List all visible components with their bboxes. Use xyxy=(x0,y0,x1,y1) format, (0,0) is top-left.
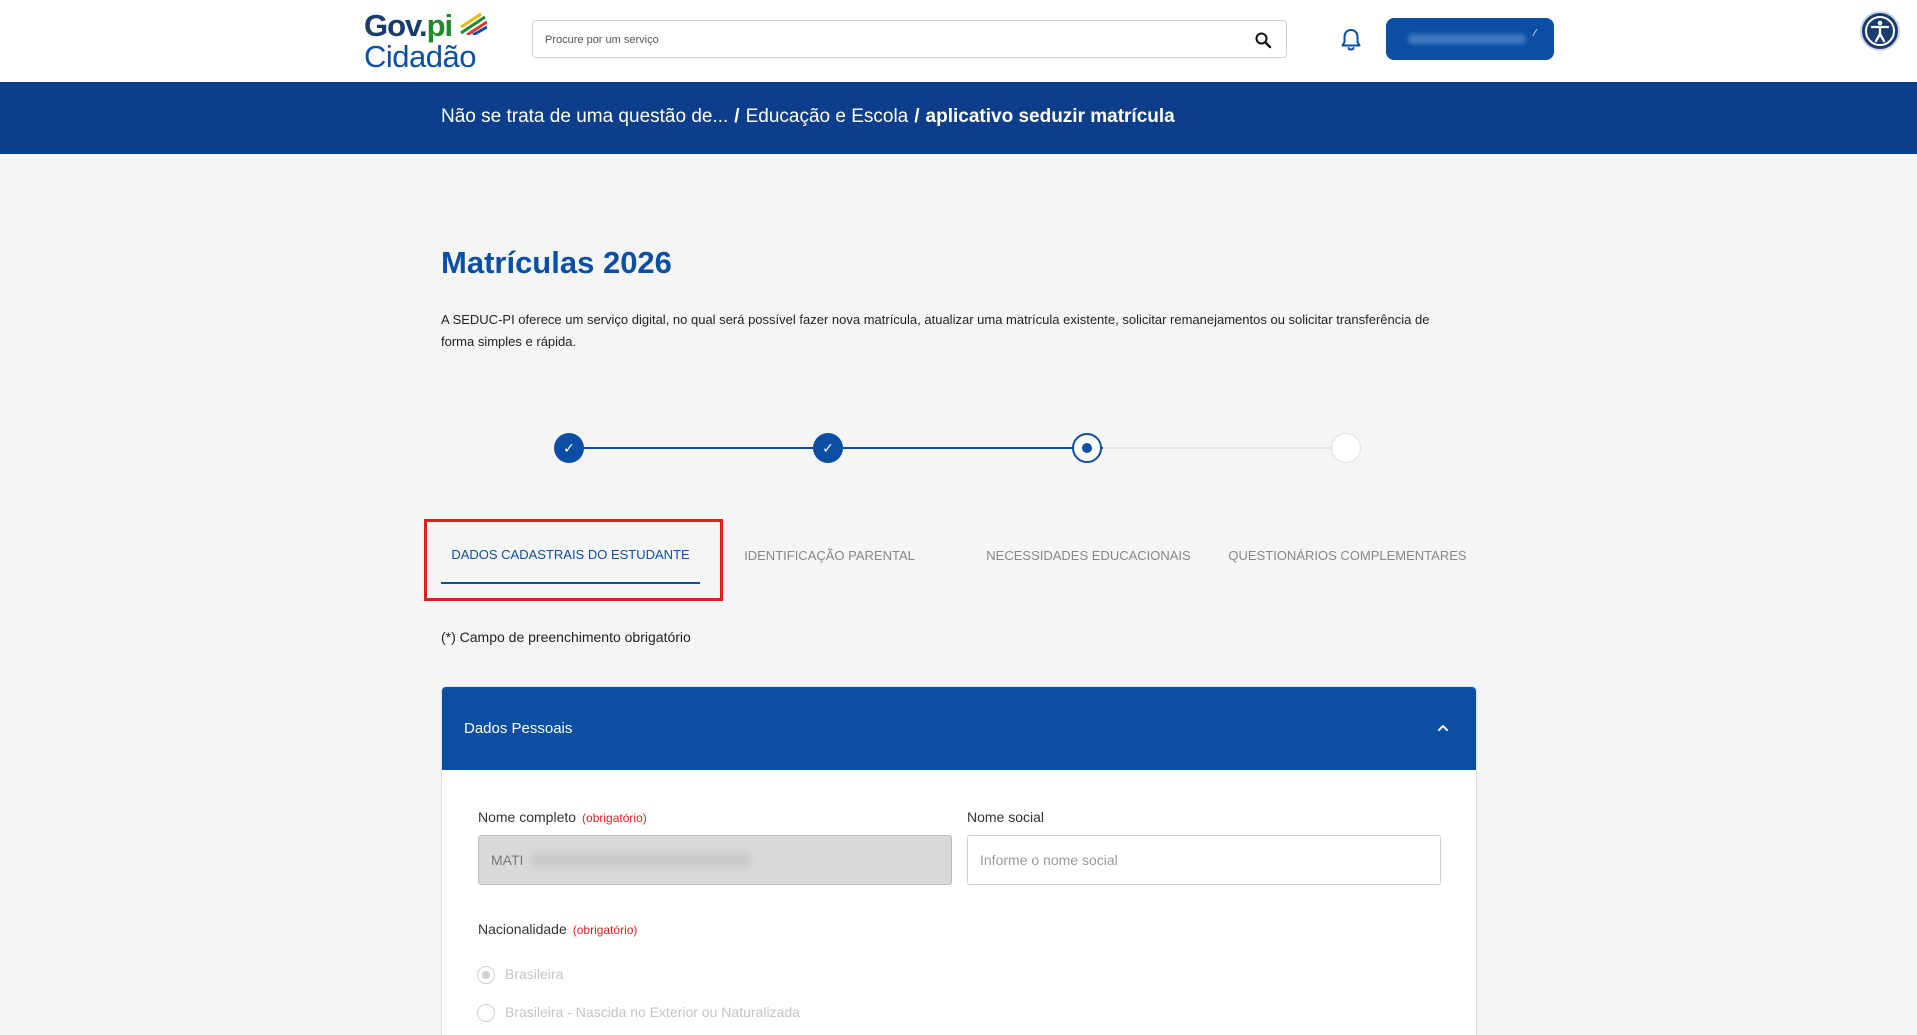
tab-dados-cadastrais[interactable]: DADOS CADASTRAIS DO ESTUDANTE xyxy=(441,528,700,584)
radio-button-checked[interactable] xyxy=(477,966,495,984)
tab-identificacao-parental[interactable]: IDENTIFICAÇÃO PARENTAL xyxy=(744,548,915,563)
full-name-field[interactable] xyxy=(478,835,952,885)
nationality-label: Nacionalidade (obrigatório) xyxy=(478,921,638,937)
logo-text-pi: pi xyxy=(426,8,453,43)
breadcrumb-item-2[interactable]: Educação e Escola xyxy=(745,106,909,127)
chevron-icon: ⁄ xyxy=(1534,28,1536,39)
gov-pi-logo[interactable] xyxy=(364,8,494,72)
full-name-label: Nome completo (obrigatório) xyxy=(478,809,647,825)
step-2-check-icon[interactable]: ✓ xyxy=(813,433,843,463)
highlight-box xyxy=(424,519,723,601)
breadcrumb-item-1[interactable]: Não se trata de uma questão de... xyxy=(441,106,729,127)
required-tag: (obrigatório) xyxy=(572,923,638,937)
breadcrumb-current: aplicativo seduzir matrícula xyxy=(925,106,1175,127)
radio-label: Brasileira - Nascida no Exterior ou Naturalizada xyxy=(505,1004,800,1020)
page-title: Matrículas 2026 xyxy=(441,245,672,280)
search-box xyxy=(532,20,1287,58)
search-icon[interactable] xyxy=(1254,31,1272,49)
user-menu-button[interactable] xyxy=(1386,18,1554,60)
section-title: Dados Pessoais xyxy=(464,720,573,737)
social-name-label: Nome social xyxy=(967,809,1045,825)
stepper-line-pending xyxy=(1103,447,1348,449)
user-name-redacted xyxy=(1408,34,1526,44)
breadcrumb-separator: / xyxy=(914,106,920,127)
search-input[interactable] xyxy=(545,27,1235,53)
breadcrumb xyxy=(441,106,1175,128)
nationality-option-brasileira[interactable] xyxy=(477,965,1077,987)
radio-button[interactable] xyxy=(477,1004,495,1022)
social-name-field xyxy=(967,835,1441,885)
top-header xyxy=(0,0,1917,82)
required-tag: (obrigatório) xyxy=(582,811,647,825)
breadcrumb-bar xyxy=(0,82,1917,154)
bell-icon[interactable] xyxy=(1339,27,1363,53)
progress-stepper xyxy=(554,433,1362,463)
logo-text-gov: Gov. xyxy=(364,8,427,43)
radio-label: Brasileira xyxy=(505,966,564,982)
required-note: (*) Campo de preenchimento obrigatório xyxy=(441,629,691,645)
social-name-input[interactable] xyxy=(980,848,1420,872)
breadcrumb-separator: / xyxy=(734,106,740,127)
tab-questionarios-complementares[interactable]: QUESTIONÁRIOS COMPLEMENTARES xyxy=(1228,548,1467,563)
page-description: A SEDUC-PI oferece um serviço digital, no qual será possível fazer nova matrícula, atualizar uma matrícula existente, solicitar remanejamentos ou solicitar transferência de forma simples e rápida. xyxy=(441,312,1430,349)
logo-text-cidadao: Cidadão xyxy=(364,39,476,74)
logo-stripes-icon xyxy=(459,13,487,35)
tab-necessidades-educacionais[interactable]: NECESSIDADES EDUCACIONAIS xyxy=(986,548,1191,563)
step-3-current[interactable] xyxy=(1072,433,1102,463)
full-name-value: MATI xyxy=(491,852,524,868)
full-name-redacted xyxy=(531,853,751,867)
accessibility-icon xyxy=(1862,13,1898,49)
nationality-option-naturalizada[interactable] xyxy=(477,1003,1077,1025)
chevron-up-icon[interactable] xyxy=(1436,721,1450,735)
accordion-header[interactable] xyxy=(442,687,1476,770)
accessibility-button[interactable] xyxy=(1860,11,1900,51)
step-1-check-icon[interactable]: ✓ xyxy=(554,433,584,463)
step-4-pending[interactable] xyxy=(1331,433,1361,463)
